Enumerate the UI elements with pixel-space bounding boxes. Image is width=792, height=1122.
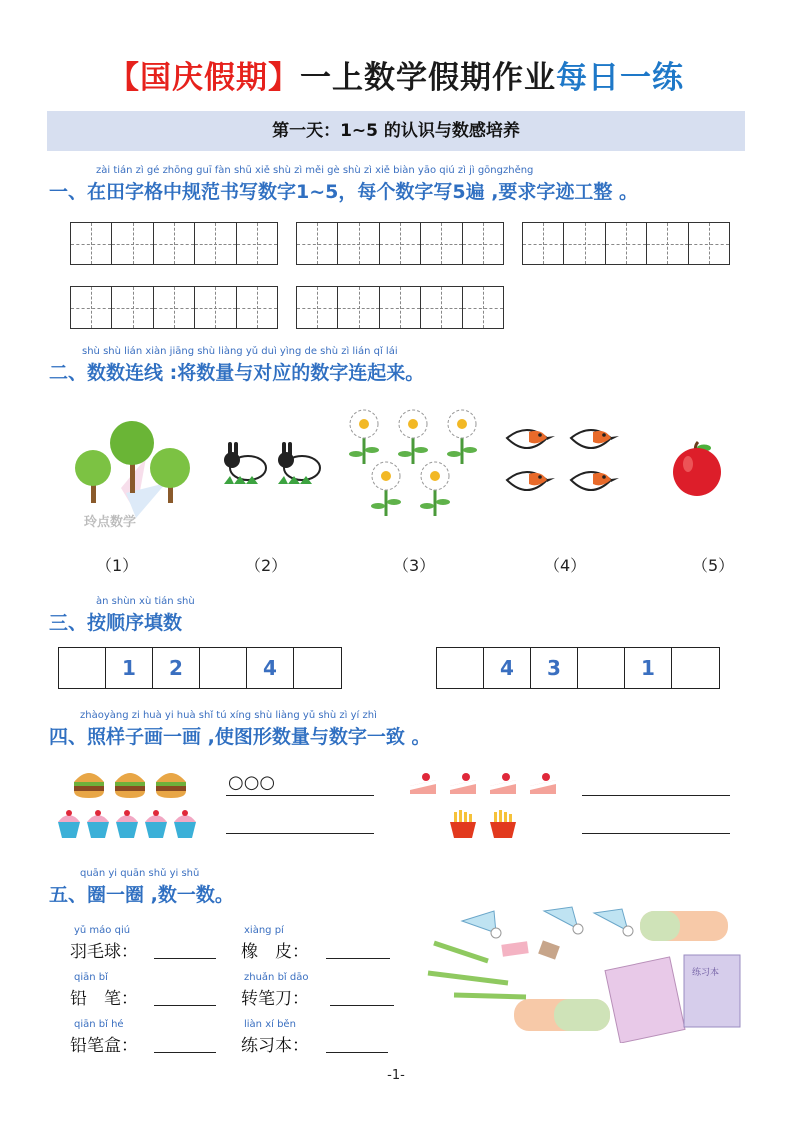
item-pinyin: yǔ máo qiú: [74, 925, 131, 936]
answer-line[interactable]: [154, 958, 216, 959]
section3-pinyin: àn shùn xù tián shù: [96, 596, 195, 607]
apple-illustration: [668, 440, 728, 500]
answer-line[interactable]: [582, 795, 730, 796]
title-holiday: 【国庆假期】: [108, 60, 300, 96]
section4-heading: 四、照样子画一画 ,使图形数量与数字一致 。: [49, 726, 431, 748]
birds-illustration: [503, 422, 628, 507]
day-banner: 第一天：1~5 的认识与数感培养: [47, 111, 745, 151]
section4-pinyin: zhàoyàng zi huà yi huà shǐ tú xíng shù liàng yǔ shù zì yí zhì: [80, 710, 377, 721]
item-label-exercise-book: 练习本：: [241, 1036, 309, 1056]
tianzige-grid[interactable]: [70, 222, 278, 265]
sequence-cell[interactable]: [437, 648, 484, 688]
burgers-illustration: [72, 766, 192, 800]
answer-line[interactable]: [326, 1052, 388, 1053]
sequence-cell[interactable]: 4: [484, 648, 531, 688]
sequence-cell[interactable]: [200, 648, 247, 688]
item-label-sharpener: 转笔刀：: [241, 989, 309, 1009]
answer-line[interactable]: [226, 833, 374, 834]
answer-line[interactable]: [154, 1052, 216, 1053]
page-title: [0, 52, 792, 97]
item-label-shuttlecock: 羽毛球：: [70, 942, 138, 962]
answer-line[interactable]: [326, 958, 390, 959]
section2-pinyin: shù shù lián xiàn jiāng shù liàng yǔ duì yìng de shù zì lián qǐ lái: [82, 346, 398, 357]
section2-heading: 二、数数连线 :将数量与对应的数字连起来。: [49, 362, 425, 384]
watermark-text: 玲点数学: [84, 515, 137, 530]
sequence-row-1: [58, 647, 342, 689]
answer-line[interactable]: [582, 833, 730, 834]
sequence-cell[interactable]: [672, 648, 719, 688]
title-daily: 每日一练: [556, 60, 684, 96]
sequence-cell[interactable]: 1: [106, 648, 153, 688]
fries-illustration: [446, 808, 526, 840]
sequence-cell[interactable]: [578, 648, 625, 688]
section5-pinyin: quān yi quān shǔ yi shǔ: [80, 868, 200, 879]
answer-line[interactable]: [330, 1005, 394, 1006]
tianzige-grid[interactable]: [70, 286, 278, 329]
sequence-cell[interactable]: [59, 648, 106, 688]
item-pinyin: liàn xí běn: [244, 1019, 296, 1030]
answer-line[interactable]: [154, 1005, 216, 1006]
count-label-1: （1）: [96, 556, 139, 575]
cake-slices-illustration: [406, 766, 566, 798]
tianzige-grid[interactable]: [296, 222, 504, 265]
sequence-cell[interactable]: 3: [531, 648, 578, 688]
title-main: 一上数学假期作业: [300, 60, 556, 96]
section3-heading: 三、按顺序填数: [49, 612, 183, 634]
notebook-label: 练习本: [692, 968, 720, 978]
sequence-cell[interactable]: 1: [625, 648, 672, 688]
flowers-illustration: [340, 404, 490, 519]
sequence-cell[interactable]: 4: [247, 648, 294, 688]
page-number: -1-: [387, 1068, 405, 1083]
cupcakes-illustration: [54, 808, 204, 842]
sequence-cell[interactable]: 2: [153, 648, 200, 688]
count-label-3: （3）: [393, 556, 436, 575]
example-circles: ○○○: [228, 772, 276, 793]
tianzige-grid[interactable]: [296, 286, 504, 329]
sequence-row-2: [436, 647, 720, 689]
answer-line[interactable]: [226, 795, 374, 796]
item-pinyin: qiān bǐ hé: [74, 1019, 124, 1030]
section1-heading: 一、在田字格中规范书写数字1~5，每个数字写5遍 ,要求字迹工整 。: [49, 181, 639, 203]
item-label-pencil-case: 铅笔盒：: [70, 1036, 138, 1056]
count-label-4: （4）: [544, 556, 587, 575]
section5-heading: 五、圈一圈 ,数一数。: [49, 884, 234, 906]
stationery-illustration: [422, 903, 742, 1043]
count-label-2: （2）: [245, 556, 288, 575]
sequence-cell[interactable]: [294, 648, 341, 688]
count-label-5: （5）: [692, 556, 735, 575]
item-label-pencil: 铅 笔：: [70, 989, 138, 1009]
item-pinyin: qiān bǐ: [74, 972, 108, 983]
tianzige-grid[interactable]: [522, 222, 730, 265]
trees-illustration: [66, 418, 196, 548]
section1-pinyin: zài tián zì gé zhōng guī fàn shū xiě shù zì měi gè shù zì xiě biàn yāo qiú zì jì gōngzhěng: [96, 165, 534, 176]
rabbits-illustration: [218, 440, 328, 490]
item-label-eraser: 橡 皮：: [241, 942, 309, 962]
item-pinyin: zhuǎn bǐ dāo: [244, 972, 309, 983]
item-pinyin: xiàng pí: [244, 925, 284, 936]
